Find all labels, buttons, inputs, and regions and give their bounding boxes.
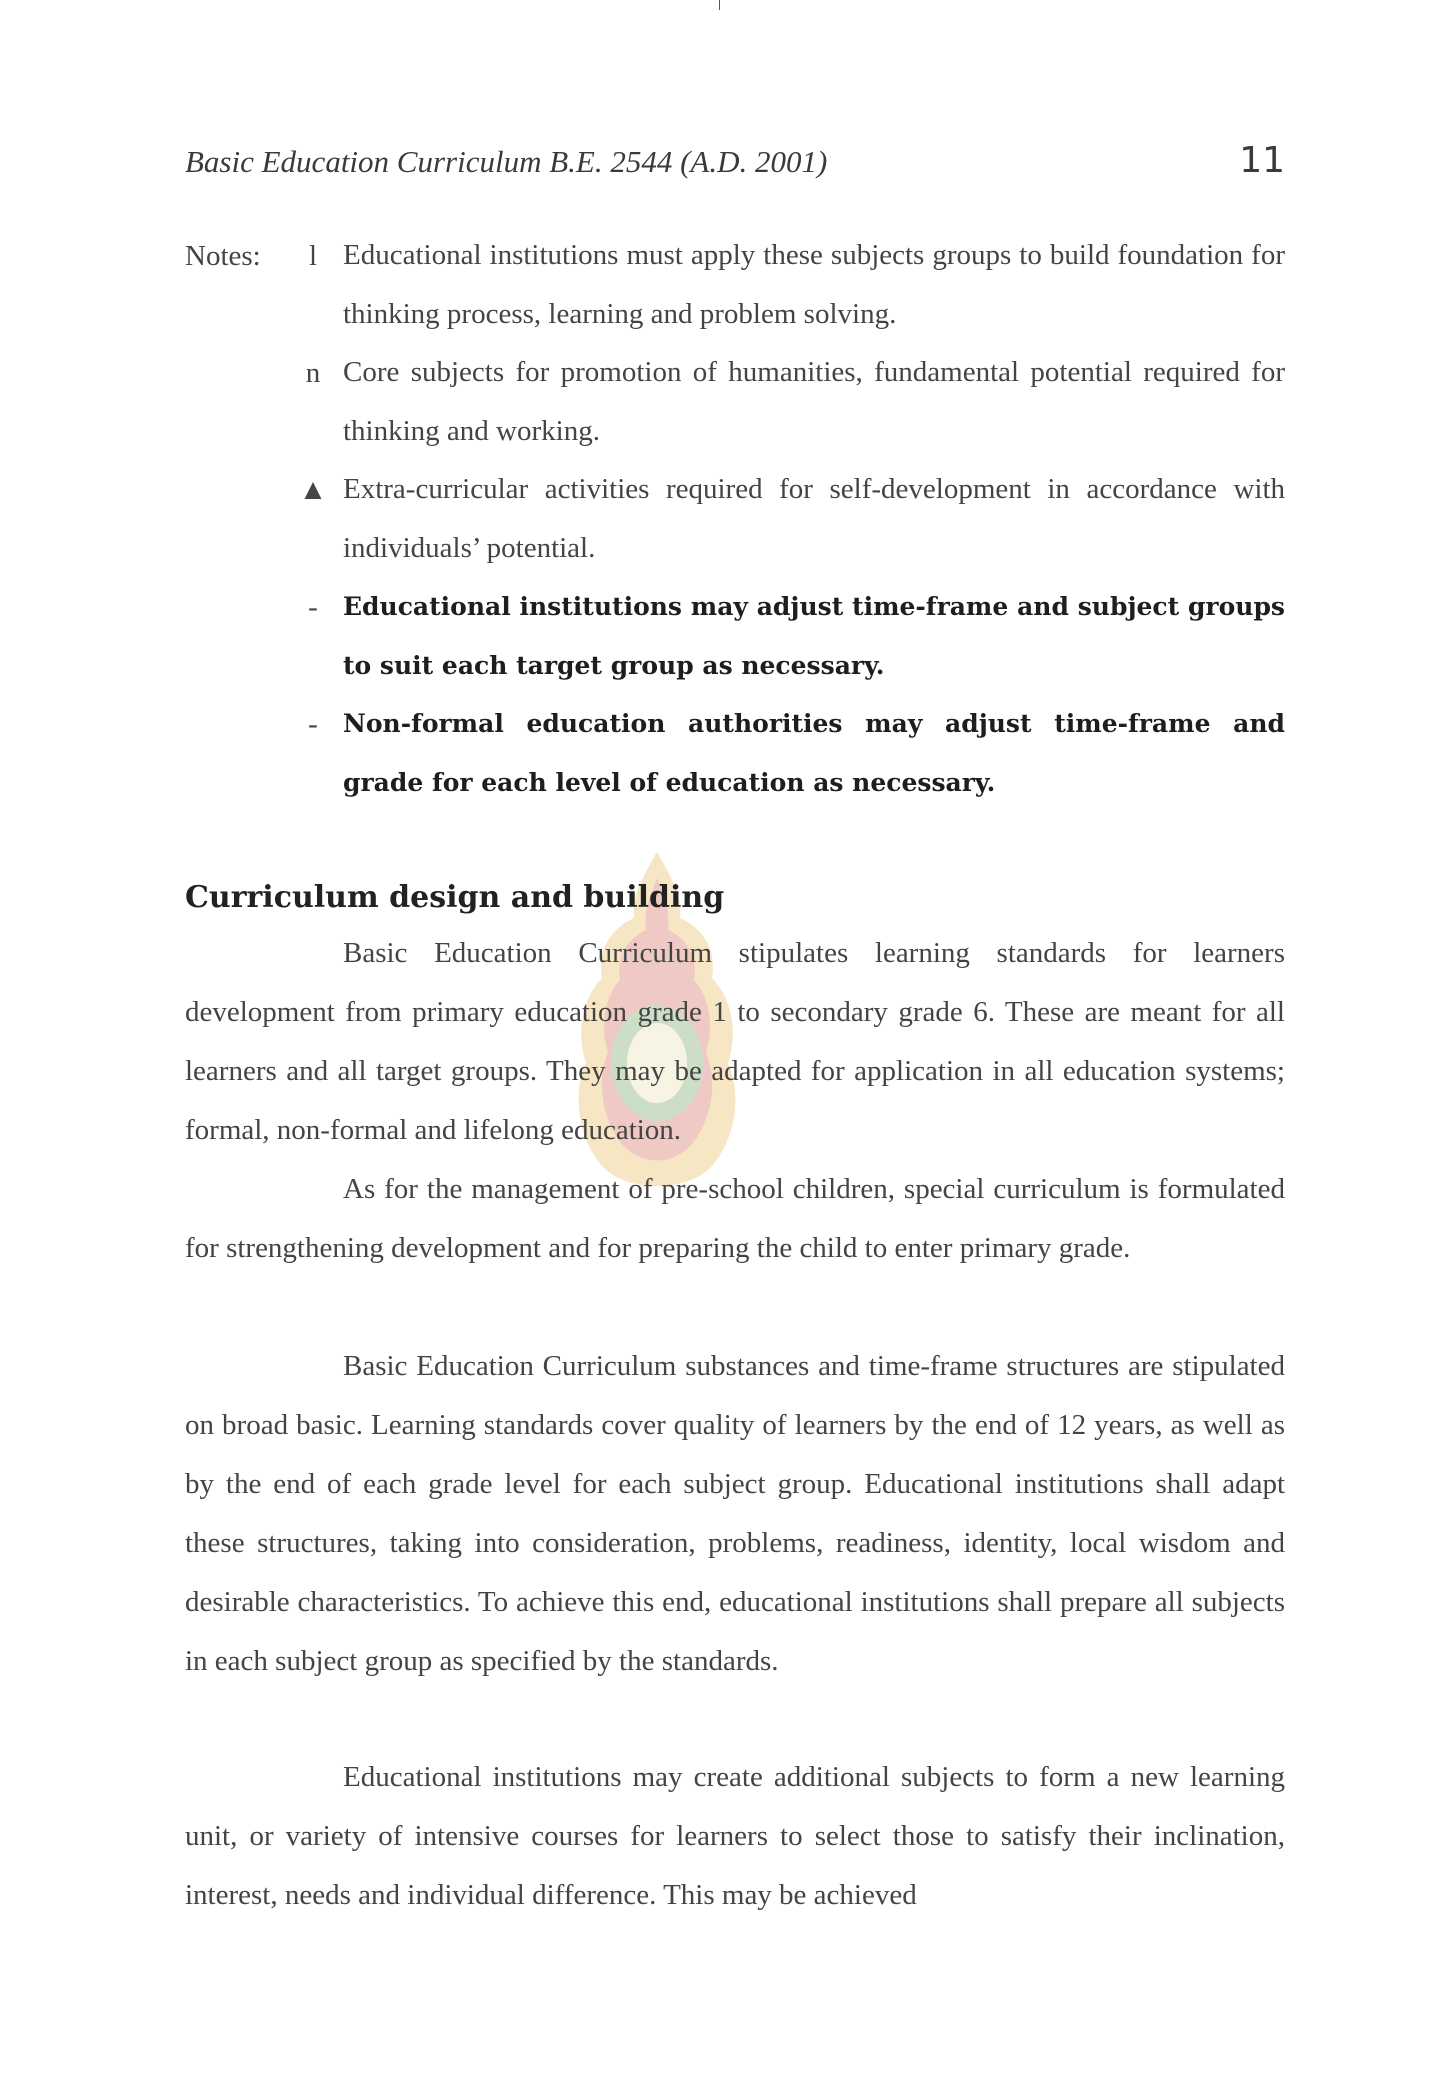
paragraph: As for the management of pre-school children, special curriculum is formulated for strengthening development and for preparing the child to enter primary grade.: [185, 1173, 1285, 1264]
paragraph: Basic Education Curriculum substances and time-frame structures are stipulated on broad basic. Learning standards cover quality of learners by the end of 12 years, as well as by the end of each grade level for each subject group. Educational institutions shall adapt these structures, taking into consideration, problems, readiness, identity, local wisdom and desirable characteristics. To achieve this end, educational institutions shall prepare all subjects in each subject group as specified by the standards.: [185, 1350, 1285, 1677]
page-number: 11: [1239, 140, 1285, 181]
note-text: Educational institutions must apply these subjects groups to build foundation for thinking process, learning and problem solving.: [343, 239, 1285, 330]
paragraph: Basic Education Curriculum stipulates learning standards for learners development from primary education grade 1 to secondary grade 6. These are meant for all learners and all target groups. They may be adapted for application in all education systems; formal, non-formal and lifelong education.: [185, 937, 1285, 1146]
note-marker: -: [308, 591, 318, 623]
note-text: Core subjects for promotion of humanities, fundamental potential required for thinking and working.: [343, 356, 1285, 447]
note-text-bold: Educational institutions may adjust time-frame and subject groups to suit each target group as necessary.: [343, 592, 1285, 680]
page-header: [185, 140, 1285, 190]
note-marker: n: [305, 357, 321, 389]
note-text: Extra-curricular activities required for self-development in accordance with individuals’ potential.: [343, 473, 1285, 564]
paragraph: Educational institutions may create additional subjects to form a new learning unit, or variety of intensive courses for learners to select those to satisfy their inclination, interest, needs and individual difference. This may be achieved: [185, 1761, 1285, 1911]
triangle-bullet-icon: ▲: [298, 474, 328, 506]
crop-mark: [719, 0, 720, 10]
note-marker: l: [308, 240, 318, 272]
section-heading: Curriculum design and building: [185, 880, 725, 915]
note-marker: -: [308, 708, 318, 740]
notes-label: Notes:: [185, 240, 261, 272]
running-title: Basic Education Curriculum B.E. 2544 (A.D. 2001): [185, 144, 828, 179]
note-text-bold: Non-formal education authorities may adjust time-frame and grade for each level of education as necessary.: [343, 709, 1285, 797]
